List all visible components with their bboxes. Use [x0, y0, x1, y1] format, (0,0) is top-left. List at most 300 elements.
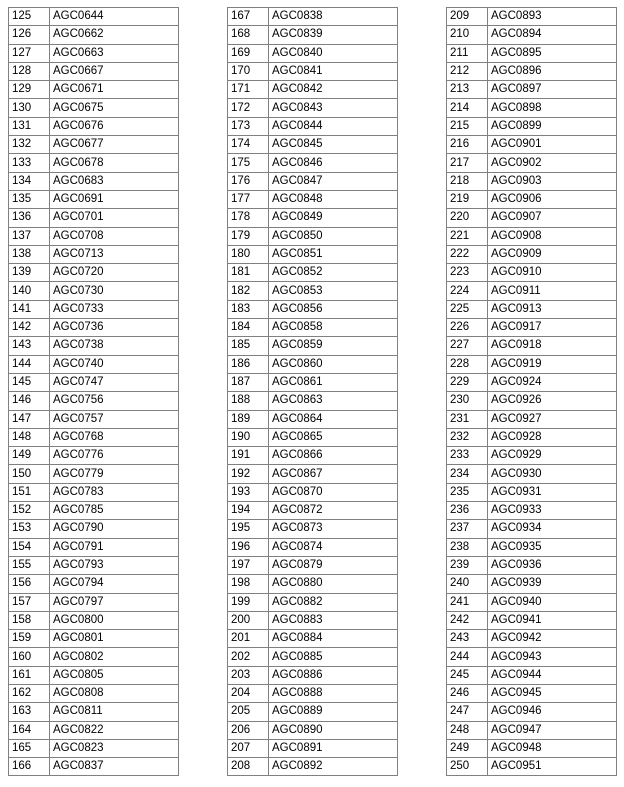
code-cell: AGC0884: [269, 630, 398, 648]
row-number-cell: 151: [9, 483, 50, 501]
code-cell: AGC0747: [50, 373, 179, 391]
code-cell: AGC0852: [269, 264, 398, 282]
code-cell: AGC0790: [50, 520, 179, 538]
row-number-cell: 172: [228, 99, 269, 117]
row-number-cell: 150: [9, 465, 50, 483]
code-cell: AGC0906: [488, 190, 617, 208]
table-row: [228, 758, 398, 776]
table-row: [447, 611, 617, 629]
code-cell: AGC0933: [488, 502, 617, 520]
table-row: [9, 99, 179, 117]
table-row: [447, 245, 617, 263]
code-cell: AGC0677: [50, 136, 179, 154]
table-row: [9, 44, 179, 62]
table-row: [228, 502, 398, 520]
code-cell: AGC0757: [50, 410, 179, 428]
table-row: [228, 44, 398, 62]
row-number-cell: 186: [228, 355, 269, 373]
table-row: [228, 190, 398, 208]
row-number-cell: 208: [228, 758, 269, 776]
table-row: [228, 684, 398, 702]
row-number-cell: 173: [228, 117, 269, 135]
table-row: [9, 648, 179, 666]
row-number-cell: 247: [447, 703, 488, 721]
code-cell: AGC0667: [50, 62, 179, 80]
row-number-cell: 168: [228, 26, 269, 44]
code-cell: AGC0853: [269, 282, 398, 300]
code-cell: AGC0860: [269, 355, 398, 373]
row-number-cell: 190: [228, 428, 269, 446]
row-number-cell: 129: [9, 81, 50, 99]
code-cell: AGC0720: [50, 264, 179, 282]
code-cell: AGC0808: [50, 684, 179, 702]
code-cell: AGC0839: [269, 26, 398, 44]
code-cell: AGC0736: [50, 319, 179, 337]
row-number-cell: 196: [228, 538, 269, 556]
row-number-cell: 210: [447, 26, 488, 44]
row-number-cell: 137: [9, 227, 50, 245]
row-number-cell: 199: [228, 593, 269, 611]
code-cell: AGC0951: [488, 758, 617, 776]
code-cell: AGC0740: [50, 355, 179, 373]
row-number-cell: 125: [9, 8, 50, 26]
row-number-cell: 176: [228, 172, 269, 190]
code-cell: AGC0910: [488, 264, 617, 282]
row-number-cell: 164: [9, 721, 50, 739]
table-row: [447, 337, 617, 355]
row-number-cell: 226: [447, 319, 488, 337]
code-cell: AGC0785: [50, 502, 179, 520]
row-number-cell: 179: [228, 227, 269, 245]
row-number-cell: 193: [228, 483, 269, 501]
row-number-cell: 139: [9, 264, 50, 282]
code-cell: AGC0926: [488, 392, 617, 410]
row-number-cell: 188: [228, 392, 269, 410]
table-row: [447, 648, 617, 666]
table-column-2: [227, 7, 398, 776]
table-row: [9, 575, 179, 593]
code-cell: AGC0902: [488, 154, 617, 172]
table-body: [447, 8, 617, 776]
row-number-cell: 166: [9, 758, 50, 776]
table-row: [228, 428, 398, 446]
table-row: [447, 154, 617, 172]
code-cell: AGC0845: [269, 136, 398, 154]
code-cell: AGC0859: [269, 337, 398, 355]
row-number-cell: 238: [447, 538, 488, 556]
table-row: [9, 611, 179, 629]
table-row: [447, 190, 617, 208]
table-row: [228, 319, 398, 337]
code-cell: AGC0662: [50, 26, 179, 44]
row-number-cell: 157: [9, 593, 50, 611]
row-number-cell: 148: [9, 428, 50, 446]
table-row: [447, 703, 617, 721]
row-number-cell: 156: [9, 575, 50, 593]
table-row: [447, 209, 617, 227]
code-cell: AGC0943: [488, 648, 617, 666]
row-number-cell: 215: [447, 117, 488, 135]
row-number-cell: 240: [447, 575, 488, 593]
code-cell: AGC0873: [269, 520, 398, 538]
code-cell: AGC0843: [269, 99, 398, 117]
row-number-cell: 224: [447, 282, 488, 300]
code-cell: AGC0864: [269, 410, 398, 428]
code-cell: AGC0791: [50, 538, 179, 556]
row-number-cell: 177: [228, 190, 269, 208]
code-cell: AGC0861: [269, 373, 398, 391]
table-row: [447, 172, 617, 190]
table-row: [9, 630, 179, 648]
table-row: [228, 172, 398, 190]
code-cell: AGC0872: [269, 502, 398, 520]
row-number-cell: 203: [228, 666, 269, 684]
code-cell: AGC0738: [50, 337, 179, 355]
row-number-cell: 162: [9, 684, 50, 702]
row-number-cell: 133: [9, 154, 50, 172]
code-cell: AGC0858: [269, 319, 398, 337]
table-row: [9, 373, 179, 391]
table-row: [447, 44, 617, 62]
code-cell: AGC0919: [488, 355, 617, 373]
table-row: [228, 282, 398, 300]
row-number-cell: 149: [9, 447, 50, 465]
code-cell: AGC0783: [50, 483, 179, 501]
row-number-cell: 167: [228, 8, 269, 26]
code-cell: AGC0708: [50, 227, 179, 245]
row-number-cell: 194: [228, 502, 269, 520]
code-cell: AGC0865: [269, 428, 398, 446]
row-number-cell: 243: [447, 630, 488, 648]
code-cell: AGC0801: [50, 630, 179, 648]
code-cell: AGC0894: [488, 26, 617, 44]
row-number-cell: 192: [228, 465, 269, 483]
row-number-cell: 245: [447, 666, 488, 684]
row-number-cell: 234: [447, 465, 488, 483]
code-cell: AGC0644: [50, 8, 179, 26]
row-number-cell: 242: [447, 611, 488, 629]
code-cell: AGC0823: [50, 739, 179, 757]
table-row: [447, 282, 617, 300]
table-row: [447, 758, 617, 776]
table-row: [447, 483, 617, 501]
code-cell: AGC0885: [269, 648, 398, 666]
row-number-cell: 233: [447, 447, 488, 465]
table-row: [9, 684, 179, 702]
code-cell: AGC0891: [269, 739, 398, 757]
code-cell: AGC0931: [488, 483, 617, 501]
code-cell: AGC0917: [488, 319, 617, 337]
row-number-cell: 189: [228, 410, 269, 428]
code-cell: AGC0934: [488, 520, 617, 538]
row-number-cell: 184: [228, 319, 269, 337]
row-number-cell: 201: [228, 630, 269, 648]
row-number-cell: 246: [447, 684, 488, 702]
table-row: [447, 264, 617, 282]
table-row: [447, 355, 617, 373]
row-number-cell: 140: [9, 282, 50, 300]
code-cell: AGC0683: [50, 172, 179, 190]
table-row: [228, 447, 398, 465]
row-number-cell: 182: [228, 282, 269, 300]
row-number-cell: 131: [9, 117, 50, 135]
row-number-cell: 127: [9, 44, 50, 62]
code-cell: AGC0840: [269, 44, 398, 62]
code-cell: AGC0907: [488, 209, 617, 227]
table-row: [9, 593, 179, 611]
table-row: [447, 684, 617, 702]
table-row: [9, 8, 179, 26]
row-number-cell: 222: [447, 245, 488, 263]
table-row: [447, 630, 617, 648]
table-row: [228, 355, 398, 373]
table-row: [9, 538, 179, 556]
code-cell: AGC0733: [50, 300, 179, 318]
code-cell: AGC0676: [50, 117, 179, 135]
row-number-cell: 235: [447, 483, 488, 501]
code-cell: AGC0895: [488, 44, 617, 62]
row-number-cell: 163: [9, 703, 50, 721]
table-row: [9, 227, 179, 245]
table-row: [447, 26, 617, 44]
code-cell: AGC0866: [269, 447, 398, 465]
table-row: [447, 593, 617, 611]
row-number-cell: 175: [228, 154, 269, 172]
code-cell: AGC0918: [488, 337, 617, 355]
code-cell: AGC0879: [269, 556, 398, 574]
row-number-cell: 239: [447, 556, 488, 574]
row-number-cell: 160: [9, 648, 50, 666]
code-cell: AGC0800: [50, 611, 179, 629]
code-cell: AGC0811: [50, 703, 179, 721]
code-cell: AGC0890: [269, 721, 398, 739]
code-cell: AGC0797: [50, 593, 179, 611]
code-cell: AGC0896: [488, 62, 617, 80]
row-number-cell: 195: [228, 520, 269, 538]
code-cell: AGC0948: [488, 739, 617, 757]
row-number-cell: 216: [447, 136, 488, 154]
table-row: [447, 373, 617, 391]
table-row: [228, 666, 398, 684]
table-row: [9, 136, 179, 154]
code-cell: AGC0794: [50, 575, 179, 593]
code-cell: AGC0940: [488, 593, 617, 611]
table-row: [228, 154, 398, 172]
table-row: [228, 99, 398, 117]
table-row: [228, 630, 398, 648]
table-row: [228, 739, 398, 757]
table-row: [447, 392, 617, 410]
row-number-cell: 185: [228, 337, 269, 355]
row-number-cell: 152: [9, 502, 50, 520]
row-number-cell: 214: [447, 99, 488, 117]
code-cell: AGC0793: [50, 556, 179, 574]
row-number-cell: 191: [228, 447, 269, 465]
table-row: [228, 721, 398, 739]
table-row: [228, 648, 398, 666]
table-row: [447, 99, 617, 117]
table-row: [447, 666, 617, 684]
row-number-cell: 218: [447, 172, 488, 190]
code-cell: AGC0908: [488, 227, 617, 245]
row-number-cell: 155: [9, 556, 50, 574]
table-row: [447, 136, 617, 154]
row-number-cell: 205: [228, 703, 269, 721]
row-number-cell: 213: [447, 81, 488, 99]
code-cell: AGC0939: [488, 575, 617, 593]
code-cell: AGC0663: [50, 44, 179, 62]
table-row: [228, 209, 398, 227]
row-number-cell: 144: [9, 355, 50, 373]
code-cell: AGC0867: [269, 465, 398, 483]
table-row: [228, 410, 398, 428]
row-number-cell: 159: [9, 630, 50, 648]
row-number-cell: 198: [228, 575, 269, 593]
row-number-cell: 161: [9, 666, 50, 684]
row-number-cell: 212: [447, 62, 488, 80]
code-cell: AGC0701: [50, 209, 179, 227]
code-cell: AGC0841: [269, 62, 398, 80]
code-cell: AGC0838: [269, 8, 398, 26]
table-row: [9, 520, 179, 538]
row-number-cell: 170: [228, 62, 269, 80]
table-row: [9, 62, 179, 80]
table-row: [9, 502, 179, 520]
code-cell: AGC0822: [50, 721, 179, 739]
table-row: [228, 483, 398, 501]
table-row: [228, 575, 398, 593]
code-cell: AGC0678: [50, 154, 179, 172]
row-number-cell: 221: [447, 227, 488, 245]
row-number-cell: 154: [9, 538, 50, 556]
row-number-cell: 200: [228, 611, 269, 629]
code-cell: AGC0903: [488, 172, 617, 190]
table-row: [9, 282, 179, 300]
table-row: [228, 300, 398, 318]
row-number-cell: 250: [447, 758, 488, 776]
table-row: [9, 245, 179, 263]
code-cell: AGC0930: [488, 465, 617, 483]
table-row: [447, 300, 617, 318]
code-cell: AGC0848: [269, 190, 398, 208]
code-cell: AGC0882: [269, 593, 398, 611]
code-cell: AGC0842: [269, 81, 398, 99]
code-cell: AGC0944: [488, 666, 617, 684]
row-number-cell: 142: [9, 319, 50, 337]
row-number-cell: 202: [228, 648, 269, 666]
code-cell: AGC0911: [488, 282, 617, 300]
row-number-cell: 174: [228, 136, 269, 154]
row-number-cell: 180: [228, 245, 269, 263]
table-row: [9, 26, 179, 44]
code-cell: AGC0691: [50, 190, 179, 208]
table-row: [9, 264, 179, 282]
code-cell: AGC0856: [269, 300, 398, 318]
code-cell: AGC0942: [488, 630, 617, 648]
table-row: [447, 62, 617, 80]
row-number-cell: 136: [9, 209, 50, 227]
table-row: [447, 520, 617, 538]
row-number-cell: 141: [9, 300, 50, 318]
code-cell: AGC0837: [50, 758, 179, 776]
table-row: [447, 575, 617, 593]
row-number-cell: 187: [228, 373, 269, 391]
row-number-cell: 181: [228, 264, 269, 282]
row-number-cell: 211: [447, 44, 488, 62]
row-number-cell: 135: [9, 190, 50, 208]
table-row: [9, 410, 179, 428]
row-number-cell: 171: [228, 81, 269, 99]
table-row: [9, 300, 179, 318]
table-row: [447, 465, 617, 483]
table-row: [228, 136, 398, 154]
code-cell: AGC0899: [488, 117, 617, 135]
code-cell: AGC0844: [269, 117, 398, 135]
row-number-cell: 183: [228, 300, 269, 318]
row-number-cell: 228: [447, 355, 488, 373]
code-cell: AGC0768: [50, 428, 179, 446]
code-cell: AGC0802: [50, 648, 179, 666]
row-number-cell: 126: [9, 26, 50, 44]
table-row: [9, 447, 179, 465]
table-column-1: [8, 7, 179, 776]
table-row: [9, 483, 179, 501]
row-number-cell: 231: [447, 410, 488, 428]
code-cell: AGC0893: [488, 8, 617, 26]
row-number-cell: 197: [228, 556, 269, 574]
code-cell: AGC0901: [488, 136, 617, 154]
table-row: [447, 428, 617, 446]
code-cell: AGC0851: [269, 245, 398, 263]
row-number-cell: 227: [447, 337, 488, 355]
code-cell: AGC0756: [50, 392, 179, 410]
row-number-cell: 220: [447, 209, 488, 227]
row-number-cell: 169: [228, 44, 269, 62]
table-body: [9, 8, 179, 776]
table-row: [9, 117, 179, 135]
row-number-cell: 143: [9, 337, 50, 355]
table-row: [9, 337, 179, 355]
code-cell: AGC0927: [488, 410, 617, 428]
table-row: [228, 264, 398, 282]
row-number-cell: 225: [447, 300, 488, 318]
row-number-cell: 217: [447, 154, 488, 172]
code-cell: AGC0776: [50, 447, 179, 465]
code-cell: AGC0913: [488, 300, 617, 318]
code-cell: AGC0846: [269, 154, 398, 172]
code-cell: AGC0892: [269, 758, 398, 776]
table-row: [228, 593, 398, 611]
table-row: [447, 721, 617, 739]
table-row: [228, 245, 398, 263]
table-row: [9, 81, 179, 99]
table-row: [447, 556, 617, 574]
table-row: [228, 465, 398, 483]
code-cell: AGC0850: [269, 227, 398, 245]
code-cell: AGC0805: [50, 666, 179, 684]
table-row: [228, 227, 398, 245]
code-cell: AGC0730: [50, 282, 179, 300]
code-cell: AGC0863: [269, 392, 398, 410]
code-cell: AGC0924: [488, 373, 617, 391]
table-row: [228, 373, 398, 391]
row-number-cell: 134: [9, 172, 50, 190]
table-row: [447, 502, 617, 520]
row-number-cell: 153: [9, 520, 50, 538]
table-row: [9, 355, 179, 373]
table-row: [228, 556, 398, 574]
table-row: [228, 392, 398, 410]
